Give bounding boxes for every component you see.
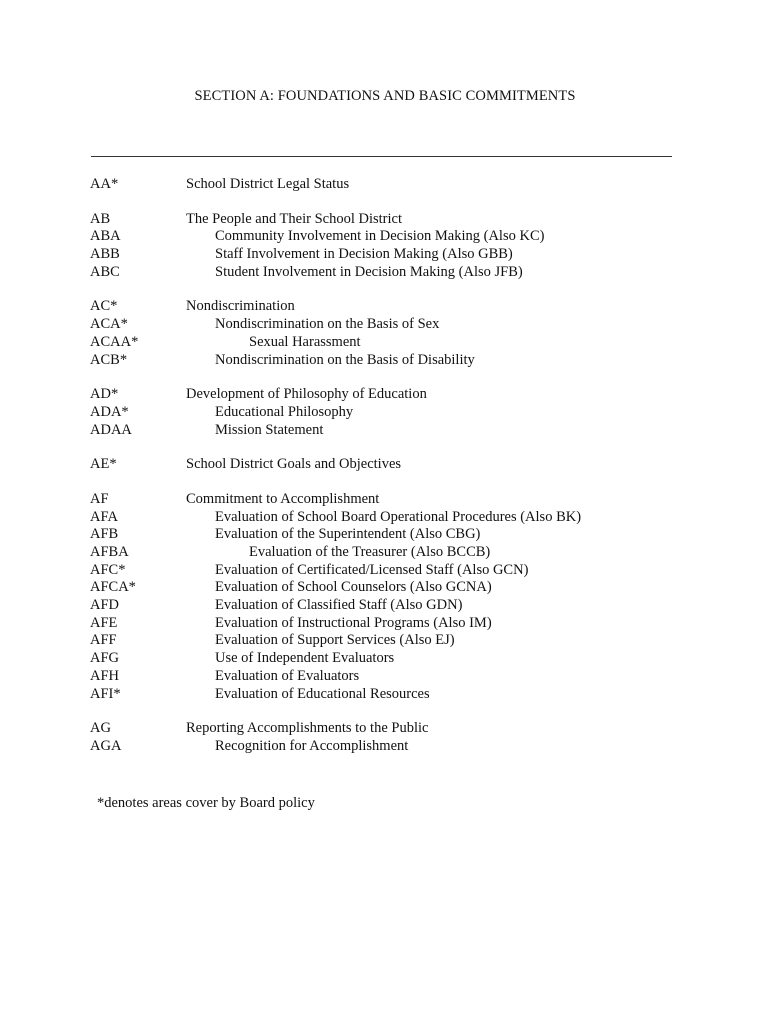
policy-code: ADA* xyxy=(90,403,129,420)
policy-title: Evaluation of the Superintendent (Also CBG) xyxy=(215,526,481,543)
policy-group xyxy=(90,176,730,194)
policy-title: Community Involvement in Decision Making (Also KC) xyxy=(215,228,545,245)
policy-title: Nondiscrimination on the Basis of Disability xyxy=(215,351,475,368)
policy-title: Use of Independent Evaluators xyxy=(215,650,395,667)
policy-entry xyxy=(90,334,730,352)
policy-entry xyxy=(90,316,730,334)
policy-entry xyxy=(90,211,730,229)
policy-code: AFG xyxy=(90,650,120,667)
policy-code: ABA xyxy=(90,228,121,245)
policy-entry xyxy=(90,544,730,562)
policy-code: AFI* xyxy=(90,685,121,702)
policy-title: Evaluation of Educational Resources xyxy=(215,685,430,702)
policy-entry xyxy=(90,668,730,686)
policy-title: Evaluation of Certificated/Licensed Staff (Also GCN) xyxy=(215,561,529,578)
policy-title: Sexual Harassment xyxy=(249,333,361,350)
policy-code: ABB xyxy=(90,246,120,263)
policy-entry xyxy=(90,686,730,704)
policy-entry xyxy=(90,526,730,544)
policy-entry xyxy=(90,597,730,615)
policy-title: Student Involvement in Decision Making (Also JFB) xyxy=(215,263,523,280)
policy-title: School District Legal Status xyxy=(186,176,350,192)
policy-code: AFB xyxy=(90,526,119,543)
policy-code: ACA* xyxy=(90,316,128,333)
policy-entry xyxy=(90,650,730,668)
policy-entry xyxy=(90,562,730,580)
horizontal-rule xyxy=(91,156,672,157)
policy-title: Evaluation of the Treasurer (Also BCCB) xyxy=(249,544,491,560)
policy-code: AFE xyxy=(90,614,118,631)
policy-title: Evaluation of Classified Staff (Also GDN) xyxy=(215,597,463,614)
policy-title: Evaluation of Support Services (Also EJ) xyxy=(215,632,455,649)
policy-code: AFF xyxy=(90,632,117,649)
policy-entry xyxy=(90,456,730,474)
policy-title: Reporting Accomplishments to the Public xyxy=(186,720,429,737)
policy-code: AFC* xyxy=(90,561,126,578)
policy-entry xyxy=(90,738,730,756)
policy-code: ABC xyxy=(90,263,120,280)
policy-code: AE* xyxy=(90,456,117,473)
policy-title: Evaluation of School Board Operational Procedures (Also BK) xyxy=(215,508,582,525)
policy-code: AFD xyxy=(90,597,120,614)
policy-entry xyxy=(90,264,730,282)
policy-title: Evaluation of Instructional Programs (Also IM) xyxy=(215,614,492,631)
policy-entry xyxy=(90,615,730,633)
policy-entry xyxy=(90,298,730,316)
policy-code: AC* xyxy=(90,298,118,315)
policy-code: AFBA xyxy=(90,544,129,560)
policy-code: AFH xyxy=(90,667,120,684)
policy-group xyxy=(90,386,730,439)
footnote: *denotes areas cover by Board policy xyxy=(97,795,315,811)
policy-code: AGA xyxy=(90,737,122,754)
policy-code: AFCA* xyxy=(90,579,136,596)
policy-group xyxy=(90,491,730,703)
policy-title: Commitment to Accomplishment xyxy=(186,490,380,507)
policy-entry xyxy=(90,422,730,440)
policy-title: Evaluation of Evaluators xyxy=(215,667,360,684)
policy-title: Nondiscrimination xyxy=(186,298,295,315)
policy-entry xyxy=(90,386,730,404)
policy-code: ACB* xyxy=(90,351,128,368)
policy-title: Staff Involvement in Decision Making (Also GBB) xyxy=(215,246,513,263)
policy-title: Mission Statement xyxy=(215,421,324,438)
policy-title: Evaluation of School Counselors (Also GCNA) xyxy=(215,579,492,596)
policy-code: AB xyxy=(90,210,111,227)
policy-title: Educational Philosophy xyxy=(215,403,354,420)
policy-index xyxy=(90,176,730,773)
policy-code: ACAA* xyxy=(90,333,139,350)
policy-entry xyxy=(90,246,730,264)
policy-entry xyxy=(90,176,730,194)
policy-title: The People and Their School District xyxy=(186,210,402,227)
policy-code: AFA xyxy=(90,508,118,525)
policy-entry xyxy=(90,228,730,246)
policy-entry xyxy=(90,579,730,597)
policy-entry xyxy=(90,491,730,509)
policy-entry xyxy=(90,509,730,527)
policy-entry xyxy=(90,352,730,370)
policy-group xyxy=(90,456,730,474)
policy-group xyxy=(90,298,730,369)
section-title: SECTION A: FOUNDATIONS AND BASIC COMMITMENTS xyxy=(194,88,576,104)
policy-code: AG xyxy=(90,720,111,737)
policy-code: AD* xyxy=(90,386,119,403)
policy-entry xyxy=(90,632,730,650)
policy-title: Recognition for Accomplishment xyxy=(215,737,409,754)
policy-group xyxy=(90,211,730,282)
policy-title: Nondiscrimination on the Basis of Sex xyxy=(215,316,440,333)
policy-code: AA* xyxy=(90,176,119,192)
policy-entry xyxy=(90,404,730,422)
policy-title: Development of Philosophy of Education xyxy=(186,386,427,403)
policy-code: AF xyxy=(90,490,109,507)
policy-entry xyxy=(90,720,730,738)
policy-title: School District Goals and Objectives xyxy=(186,456,402,473)
policy-code: ADAA xyxy=(90,421,132,438)
policy-group xyxy=(90,720,730,755)
